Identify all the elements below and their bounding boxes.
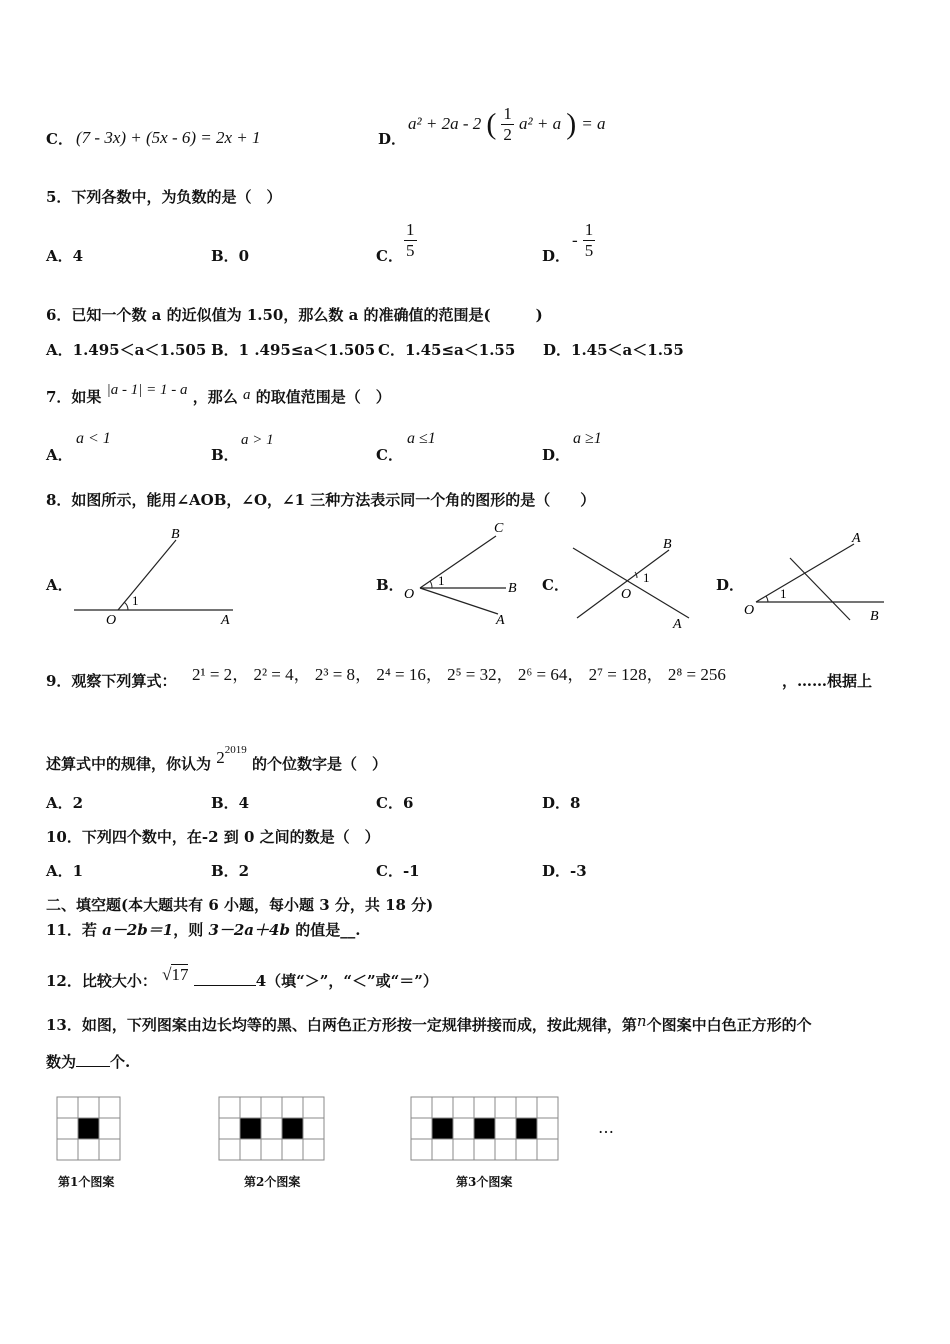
label-O: O: [404, 587, 415, 602]
q7-option-a-expression: a < 1: [76, 430, 111, 447]
q4-option-c-expression: (7 - 3x) + (5x - 6) = 2x + 1: [76, 128, 261, 147]
q13-variable: n: [636, 1012, 647, 1030]
q4-d-expr-part-b: a² + a: [519, 114, 562, 133]
q8-figure-c: [565, 530, 695, 634]
pattern-ellipsis: …: [598, 1118, 614, 1137]
q5-option-b: B．0: [211, 247, 250, 265]
sqrt-expression: [162, 964, 188, 984]
q4-option-d-label: D．: [378, 130, 407, 148]
power-exponent: 2019: [224, 744, 247, 756]
label-O: O: [621, 587, 632, 602]
q11-mid: ，则: [173, 921, 209, 939]
q4-d-expr-part-c: = a: [581, 114, 606, 133]
q9-option-d: D．8: [542, 794, 581, 812]
q6-option-b: B．1 .495≤a＜1.505: [211, 341, 376, 359]
q7-stem-post: 的取值范围是（ ）: [255, 388, 391, 406]
q11-condition: a－2b＝1: [102, 921, 174, 939]
q12-stem: [46, 965, 438, 991]
equation-5: 2⁵ = 32: [447, 665, 497, 684]
q11-post: 的值是__.: [289, 921, 361, 939]
black-square: [474, 1118, 495, 1139]
equation-6: 2⁶ = 64: [517, 665, 568, 684]
label-A: A: [221, 613, 230, 628]
q13-line1: [46, 1012, 812, 1035]
q13-line2-post: 个.: [110, 1053, 131, 1071]
q9-stem-tail: ，……根据上: [782, 672, 873, 690]
pattern-2: [218, 1096, 330, 1164]
equation-2: 2² = 4: [253, 665, 294, 684]
q9-option-c: C．6: [376, 794, 414, 812]
pattern-2-caption: 第2个图案: [244, 1175, 301, 1189]
fraction-denominator: 2: [503, 125, 512, 144]
radicand: 17: [171, 965, 189, 984]
q8-option-c: C．: [542, 576, 569, 594]
q8-figure-a: [70, 522, 240, 630]
q9-option-a: A．2: [46, 794, 84, 812]
q13-line1-pre: 13．如图，下列图案由边长均等的黑、白两色正方形按一定规律拼接而成，按此规律，第: [46, 1016, 637, 1034]
fraction-numerator: 1: [584, 220, 594, 239]
q8-figure-b: [400, 514, 530, 630]
label-A: A: [852, 531, 861, 546]
label-1: 1: [643, 570, 650, 585]
label-A: A: [496, 613, 505, 628]
label-1: 1: [438, 573, 445, 588]
label-C: C: [494, 521, 504, 536]
label-B: B: [508, 581, 517, 596]
minus-sign: -: [572, 230, 578, 250]
radical-sign: √: [162, 965, 172, 984]
q7-option-d-label: D．: [542, 446, 571, 464]
q7-stem: [46, 382, 391, 407]
fraction-denominator: 5: [584, 241, 594, 260]
fraction-numerator: 1: [503, 104, 512, 123]
q6-option-a: A．1.495＜a＜1.505: [46, 341, 207, 359]
q4-d-expr-part-a: a² + 2a - 2: [408, 114, 482, 133]
equation-8: 2⁸ = 256: [667, 665, 726, 684]
pattern-1-caption: 第1个图案: [58, 1175, 115, 1189]
q5-stem: 5．下列各数中，为负数的是（ ）: [46, 188, 282, 206]
black-square: [282, 1118, 303, 1139]
q6-option-c: C．1.45≤a＜1.55: [378, 341, 516, 359]
q11-stem: [46, 919, 360, 940]
equation-3: 2³ = 8: [314, 665, 356, 684]
q7-option-a-label: A．: [46, 446, 73, 464]
black-square: [240, 1118, 261, 1139]
q4-d-fraction: [501, 104, 514, 145]
answer-blank[interactable]: [194, 985, 256, 986]
right-paren: ): [566, 107, 577, 141]
q9-stem-pre: 9．观察下列算式：: [46, 672, 177, 690]
q7-option-c-label: C．: [376, 446, 403, 464]
fraction-denominator: 5: [406, 241, 415, 260]
q5-option-d-fraction: [572, 220, 595, 261]
q8-option-a: A．: [46, 576, 73, 594]
equation-4: 2⁴ = 16: [376, 665, 426, 684]
label-O: O: [106, 613, 117, 628]
q12-pre: 12．比较大小：: [46, 972, 157, 990]
q10-option-c: C．-1: [376, 862, 420, 880]
q5-option-d-label: D．: [542, 247, 571, 265]
q11-expression: 3－2a＋4b: [208, 921, 290, 939]
label-B: B: [171, 527, 180, 542]
left-paren: (: [486, 107, 497, 141]
q4-option-c-label: C．: [46, 130, 73, 148]
label-1: 1: [132, 593, 139, 608]
q13-line2-pre: 数为: [46, 1053, 77, 1071]
pattern-3-caption: 第3个图案: [456, 1175, 513, 1189]
q8-stem: 8．如图所示，能用∠AOB，∠O，∠1 三种方法表示同一个角的图形的是（ ）: [46, 491, 596, 509]
label-O: O: [744, 603, 755, 618]
q5-option-c-fraction: [404, 220, 417, 261]
black-square: [516, 1118, 537, 1139]
q7-stem-pre: 7．如果: [46, 388, 102, 406]
pattern-3: [410, 1096, 564, 1164]
label-B: B: [663, 537, 672, 552]
q8-option-d: D．: [716, 576, 745, 594]
q11-pre: 11．若: [46, 921, 103, 939]
q8-option-b: B．: [376, 576, 404, 594]
black-square: [78, 1118, 99, 1139]
q10-option-d: D．-3: [542, 862, 587, 880]
label-1: 1: [780, 586, 787, 601]
q10-stem: 10．下列四个数中，在-2 到 0 之间的数是（ ）: [46, 828, 380, 846]
q5-option-c-label: C．: [376, 247, 403, 265]
black-square: [432, 1118, 453, 1139]
q6-stem: 6．已知一个数 a 的近似值为 1.50，那么数 a 的准确值的范围是( ): [46, 306, 543, 324]
label-B: B: [870, 609, 879, 624]
q7-stem-mid: ，那么: [192, 388, 238, 406]
q6-option-d: D．1.45＜a＜1.55: [543, 341, 684, 359]
answer-blank[interactable]: [76, 1066, 110, 1067]
fraction-numerator: 1: [406, 220, 415, 239]
q9-option-b: B．4: [211, 794, 250, 812]
q8-figure-d: [738, 526, 888, 630]
pattern-1: [56, 1096, 124, 1164]
equation-7: 2⁷ = 128: [588, 665, 647, 684]
q9-line2-pre: 述算式中的规律，你认为: [46, 755, 212, 773]
q7-stem-expression: |a - 1| = 1 - a: [106, 382, 188, 398]
section-title-fill-in: 二、填空题(本大题共有 6 小题，每小题 3 分，共 18 分): [46, 896, 434, 914]
q12-post: 4（填“＞”，“＜”或“＝”）: [255, 972, 438, 990]
q5-option-a: A．4: [46, 247, 84, 265]
q4-option-d-expression: [408, 104, 606, 145]
q13-line2: [46, 1051, 130, 1072]
q9-equation-list: 2¹ = 2， 2² = 4， 2³ = 8， 2⁴ = 16， 2⁵ = 32， 2⁶ = 64， 2⁷ = 128， 2⁸ = 256: [192, 665, 726, 684]
q9-line2: [46, 744, 387, 774]
q7-stem-variable: a: [243, 387, 251, 403]
q7-option-d-expression: a ≥1: [573, 430, 602, 447]
q7-option-b-label: B．: [211, 446, 239, 464]
equation-1: 2¹ = 2: [192, 665, 233, 684]
label-A: A: [673, 617, 682, 632]
q7-option-b-expression: a > 1: [241, 432, 274, 448]
q7-option-c-expression: a ≤1: [407, 430, 436, 447]
q10-option-b: B．2: [211, 862, 250, 880]
q9-line2-post: 的个位数字是（ ）: [251, 755, 387, 773]
power-base: 2: [216, 748, 225, 767]
q13-line1-post: 个图案中白色正方形的个: [646, 1016, 812, 1034]
q10-option-a: A．1: [46, 862, 84, 880]
